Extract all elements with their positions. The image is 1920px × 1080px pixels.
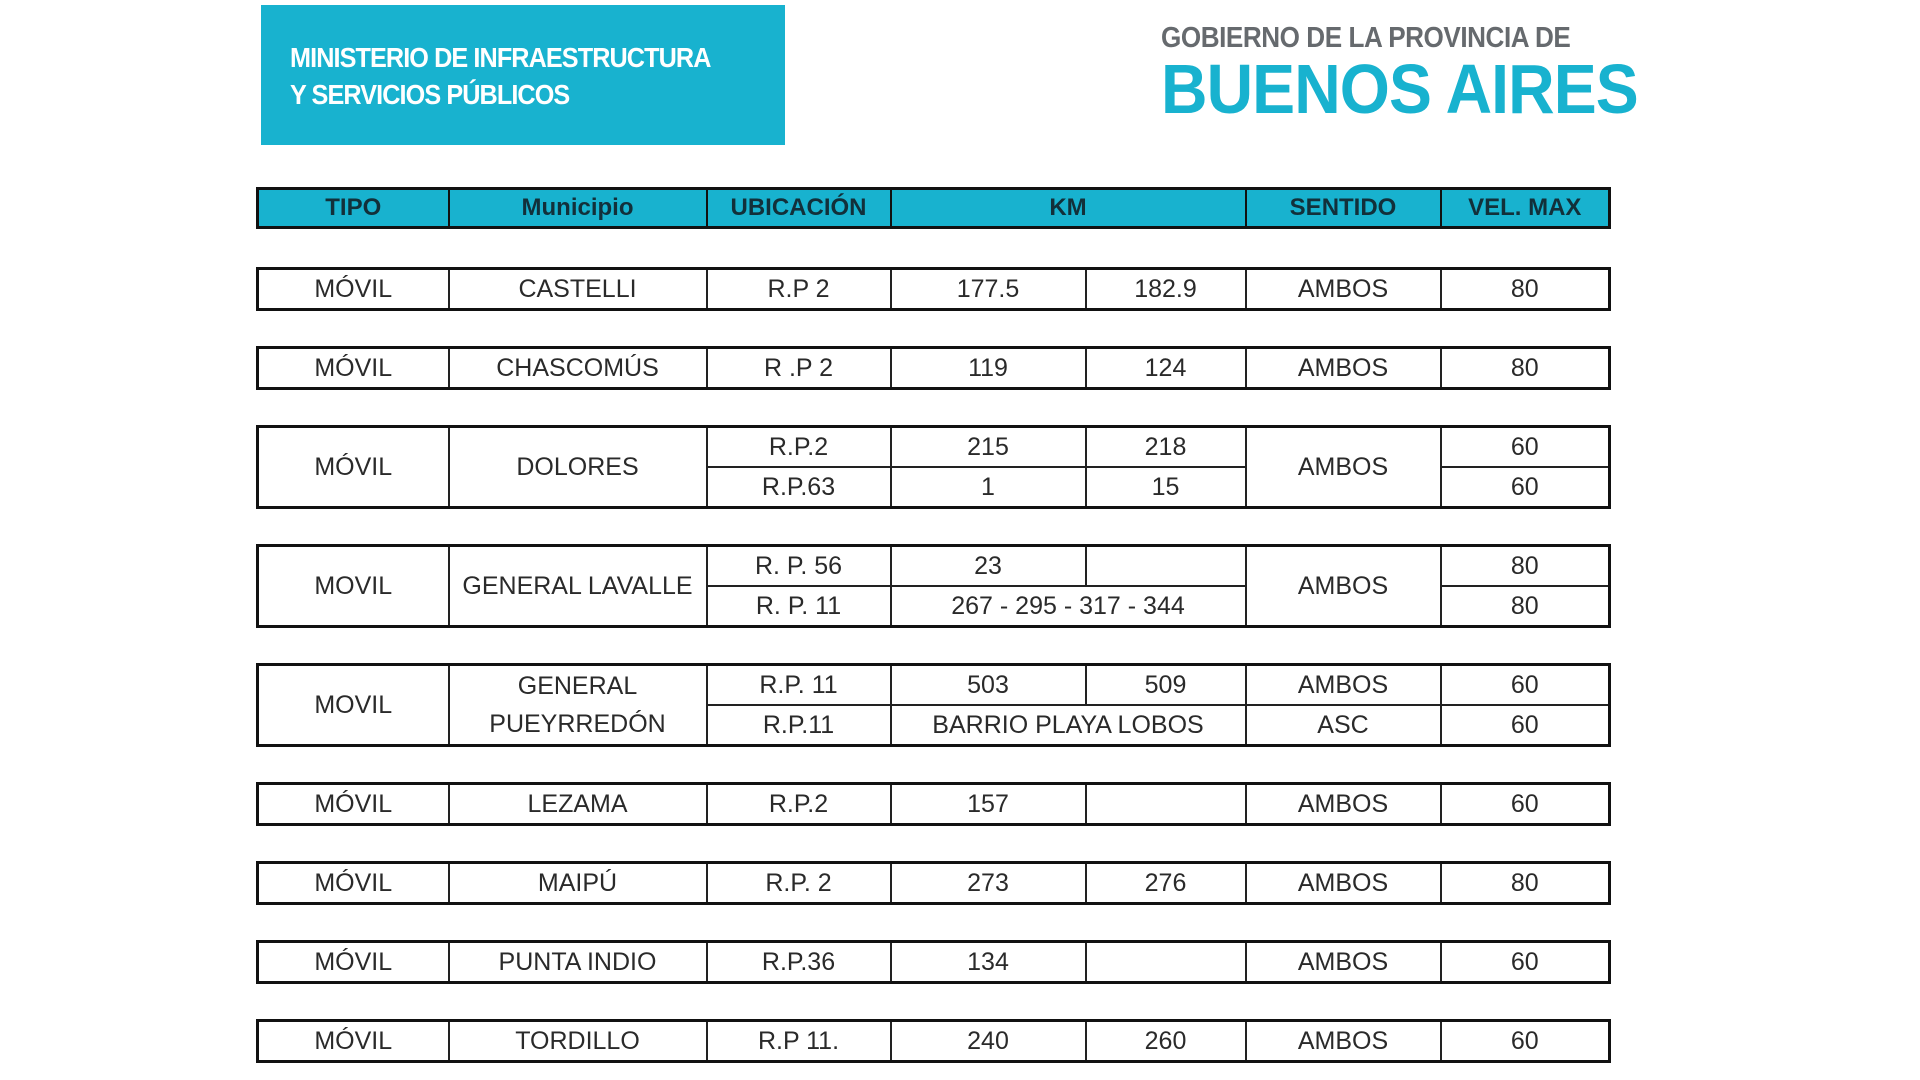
ministry-title-line2: Y SERVICIOS PÚBLICOS bbox=[290, 79, 570, 110]
municipio-line2: PUEYRREDÓN bbox=[489, 710, 666, 738]
column-header-municipio: Municipio bbox=[449, 189, 707, 228]
cell-sentido: AMBOS bbox=[1246, 269, 1441, 310]
table-row bbox=[256, 425, 1611, 509]
cell-sentido: AMBOS bbox=[1246, 665, 1441, 706]
cell-sentido: AMBOS bbox=[1246, 942, 1441, 983]
ministry-title-line1: MINISTERIO DE INFRAESTRUCTURA bbox=[290, 42, 711, 73]
cell-ubicacion: R. P. 11 bbox=[707, 586, 891, 627]
table-row bbox=[256, 1019, 1611, 1063]
cell-ubicacion: R.P. 2 bbox=[707, 863, 891, 904]
cell-km-end: 218 bbox=[1086, 427, 1246, 468]
cell-km-merged: 267 - 295 - 317 - 344 bbox=[891, 586, 1246, 627]
cell-km-start: 240 bbox=[891, 1021, 1086, 1062]
cell-vel-max: 80 bbox=[1441, 586, 1610, 627]
cell-tipo: MÓVIL bbox=[258, 1021, 449, 1062]
cell-tipo: MÓVIL bbox=[258, 942, 449, 983]
cell-km-start: 134 bbox=[891, 942, 1086, 983]
cell-sentido: AMBOS bbox=[1246, 427, 1441, 508]
column-header-km: KM bbox=[891, 189, 1246, 228]
cell-km-merged: BARRIO PLAYA LOBOS bbox=[891, 705, 1246, 746]
cell-ubicacion: R.P.11 bbox=[707, 705, 891, 746]
cell-km-start: 503 bbox=[891, 665, 1086, 706]
municipio-line1: GENERAL bbox=[517, 672, 638, 700]
cell-tipo: MOVIL bbox=[258, 665, 449, 746]
cell-tipo: MÓVIL bbox=[258, 784, 449, 825]
cell-vel-max: 80 bbox=[1441, 348, 1610, 389]
column-header-tipo: TIPO bbox=[258, 189, 449, 228]
table-header bbox=[256, 187, 1611, 229]
cell-km-start: 177.5 bbox=[891, 269, 1086, 310]
cell-km-end: 15 bbox=[1086, 467, 1246, 508]
table-row bbox=[256, 861, 1611, 905]
cell-km-start: 1 bbox=[891, 467, 1086, 508]
government-subtitle: GOBIERNO DE LA PROVINCIA DE bbox=[1161, 22, 1571, 54]
cell-km-end bbox=[1086, 942, 1246, 983]
cell-tipo: MÓVIL bbox=[258, 348, 449, 389]
cell-km-start: 157 bbox=[891, 784, 1086, 825]
table-row bbox=[256, 544, 1611, 628]
cell-ubicacion: R.P.36 bbox=[707, 942, 891, 983]
cell-municipio bbox=[449, 665, 707, 746]
cell-vel-max: 60 bbox=[1441, 1021, 1610, 1062]
cell-vel-max: 80 bbox=[1441, 269, 1610, 310]
ministry-banner bbox=[261, 5, 785, 145]
cell-vel-max: 60 bbox=[1441, 942, 1610, 983]
cell-km-start: 215 bbox=[891, 427, 1086, 468]
cell-sentido: AMBOS bbox=[1246, 348, 1441, 389]
cell-vel-max: 60 bbox=[1441, 427, 1610, 468]
cell-tipo: MÓVIL bbox=[258, 863, 449, 904]
cell-municipio: PUNTA INDIO bbox=[449, 942, 707, 983]
column-header-ubicacion: UBICACIÓN bbox=[707, 189, 891, 228]
cell-km-start: 273 bbox=[891, 863, 1086, 904]
cell-tipo: MOVIL bbox=[258, 546, 449, 627]
cell-sentido: ASC bbox=[1246, 705, 1441, 746]
cell-ubicacion: R.P.2 bbox=[707, 784, 891, 825]
cell-km-start: 23 bbox=[891, 546, 1086, 587]
cell-km-end: 260 bbox=[1086, 1021, 1246, 1062]
cell-municipio: GENERAL LAVALLE bbox=[449, 546, 707, 627]
cell-km-start: 119 bbox=[891, 348, 1086, 389]
cell-ubicacion: R.P 2 bbox=[707, 269, 891, 310]
cell-ubicacion: R.P.63 bbox=[707, 467, 891, 508]
cell-municipio: TORDILLO bbox=[449, 1021, 707, 1062]
table-row bbox=[256, 940, 1611, 984]
cell-km-end: 509 bbox=[1086, 665, 1246, 706]
table-row bbox=[256, 663, 1611, 747]
cell-vel-max: 60 bbox=[1441, 467, 1610, 508]
cell-tipo: MÓVIL bbox=[258, 269, 449, 310]
cell-sentido: AMBOS bbox=[1246, 1021, 1441, 1062]
cell-sentido: AMBOS bbox=[1246, 863, 1441, 904]
table-row bbox=[256, 267, 1611, 311]
cell-tipo: MÓVIL bbox=[258, 427, 449, 508]
cell-ubicacion: R.P 11. bbox=[707, 1021, 891, 1062]
cell-sentido: AMBOS bbox=[1246, 784, 1441, 825]
cell-municipio: MAIPÚ bbox=[449, 863, 707, 904]
table-row bbox=[256, 782, 1611, 826]
cell-km-end bbox=[1086, 784, 1246, 825]
cell-ubicacion: R. P. 56 bbox=[707, 546, 891, 587]
cell-km-end: 276 bbox=[1086, 863, 1246, 904]
cell-vel-max: 60 bbox=[1441, 705, 1610, 746]
cell-municipio: CASTELLI bbox=[449, 269, 707, 310]
table-row bbox=[256, 346, 1611, 390]
government-title: BUENOS AIRES bbox=[1161, 50, 1638, 128]
column-header-sentido: SENTIDO bbox=[1246, 189, 1441, 228]
government-logo bbox=[1161, 22, 1638, 128]
cell-vel-max: 60 bbox=[1441, 784, 1610, 825]
column-header-vel-max: VEL. MAX bbox=[1441, 189, 1610, 228]
cell-km-end: 182.9 bbox=[1086, 269, 1246, 310]
cell-sentido: AMBOS bbox=[1246, 546, 1441, 627]
cell-ubicacion: R.P. 11 bbox=[707, 665, 891, 706]
cell-ubicacion: R .P 2 bbox=[707, 348, 891, 389]
cell-ubicacion: R.P.2 bbox=[707, 427, 891, 468]
cell-vel-max: 60 bbox=[1441, 665, 1610, 706]
cell-municipio: CHASCOMÚS bbox=[449, 348, 707, 389]
cell-vel-max: 80 bbox=[1441, 863, 1610, 904]
cell-km-end: 124 bbox=[1086, 348, 1246, 389]
cell-municipio: DOLORES bbox=[449, 427, 707, 508]
cell-vel-max: 80 bbox=[1441, 546, 1610, 587]
cell-municipio: LEZAMA bbox=[449, 784, 707, 825]
cell-km-end bbox=[1086, 546, 1246, 587]
